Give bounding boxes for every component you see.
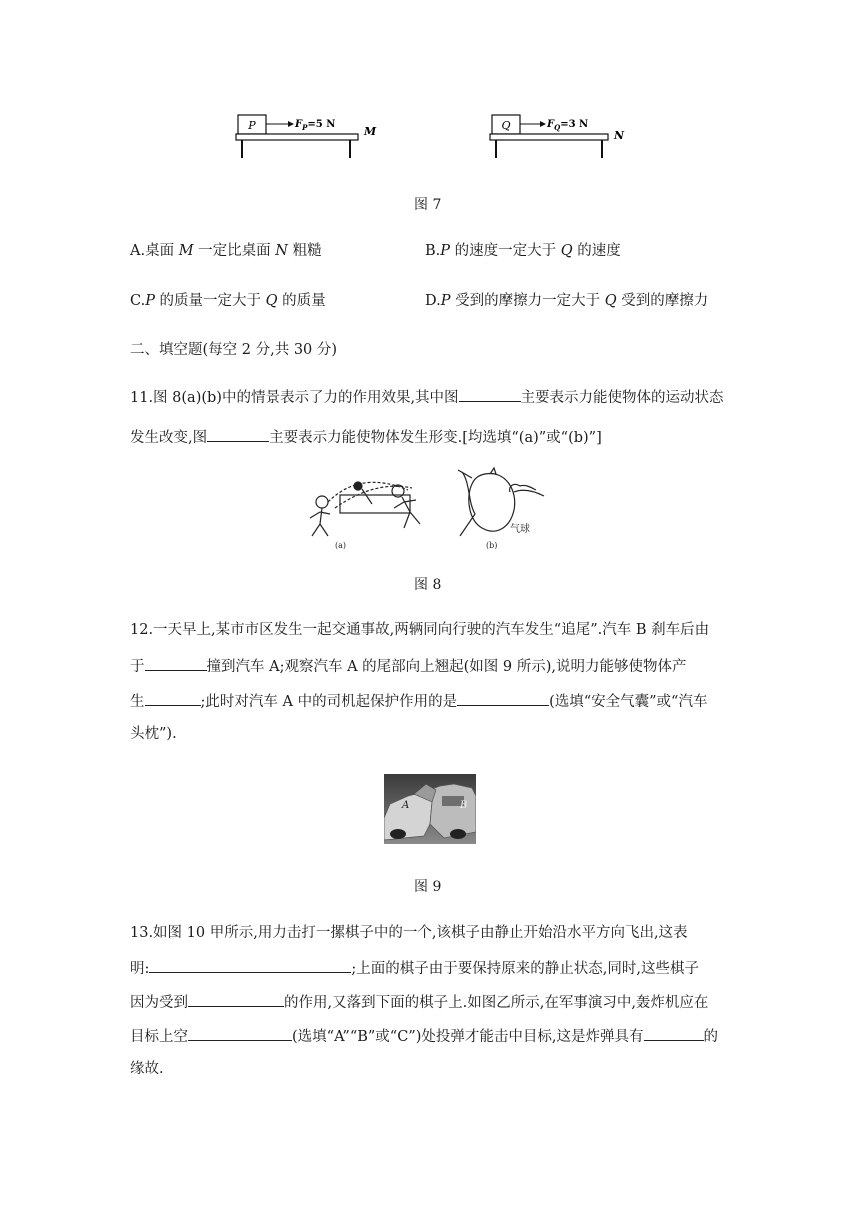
force-p-label: $F_P=5$ N <box>295 119 336 132</box>
figure-8a-kick <box>310 482 420 536</box>
figure-8a-label: (a) <box>335 541 347 550</box>
question-13-line-4: 目标上空 (选填“A”“B”或“C”)处投弹才能击中目标,这是炸弹具有 的 <box>130 1024 718 1048</box>
question-12-line-1: 12.一天早上,某市市区发生一起交通事故,两辆同向行驶的汽车发生“追尾”.汽车 B 刹车后由 <box>130 622 710 638</box>
table-n-label: N <box>614 129 625 142</box>
figure-7-diagram <box>230 108 630 164</box>
question-13-line-3: 因为受到 的作用,又落到下面的棋子上.如图乙所示,在军事演习中,轰炸机应在 <box>130 990 708 1014</box>
option-a: A.桌面 M 一定比桌面 N 粗糙 <box>130 243 322 259</box>
car-b-label: B <box>460 800 468 811</box>
table-m-diagram <box>236 115 377 158</box>
figure-8b-balloon <box>458 468 544 536</box>
q12-blank-2[interactable] <box>145 689 201 706</box>
figure-8-illustration <box>300 462 560 554</box>
block-q-label: Q <box>501 119 511 132</box>
q13-blank-1[interactable] <box>149 956 351 973</box>
question-13-line-2: 明: ;上面的棋子由于要保持原来的静止状态,同时,这些棋子 <box>130 956 699 980</box>
figure-9-caption: 图 9 <box>414 879 442 895</box>
figure-8-caption: 图 8 <box>414 577 442 593</box>
car-a-label: A <box>402 800 410 811</box>
option-d: D.P 受到的摩擦力一定大于 Q 受到的摩擦力 <box>425 293 709 309</box>
q13-blank-4[interactable] <box>644 1024 704 1041</box>
q12-blank-1[interactable] <box>145 654 207 671</box>
question-13-line-5: 缘故. <box>130 1061 164 1077</box>
section-2-heading: 二、填空题(每空 2 分,共 30 分) <box>130 342 338 358</box>
question-11-line-2: 发生改变,图 主要表示力能使物体发生形变.[均选填“(a)”或“(b)”] <box>130 425 602 449</box>
q12-blank-3[interactable] <box>457 689 549 706</box>
figure-7-caption: 图 7 <box>414 197 442 213</box>
question-12-line-3: 生 ;此时对汽车 A 中的司机起保护作用的是 (选填“安全气囊”或“汽车 <box>130 689 707 713</box>
option-b: B.P 的速度一定大于 Q 的速度 <box>425 243 621 259</box>
balloon-label: 气球 <box>510 524 530 535</box>
question-11-line-1: 11.图 8(a)(b)中的情景表示了力的作用效果,其中图 主要表示力能使物体的运动状态 <box>130 385 724 409</box>
q11-blank-2[interactable] <box>207 425 269 442</box>
force-q-label: $F_Q=3$ N <box>547 119 589 132</box>
figure-8b-label: (b) <box>486 541 498 550</box>
figure-9-photo <box>384 774 476 844</box>
q13-blank-3[interactable] <box>188 1024 292 1041</box>
table-m-label: M <box>364 125 377 138</box>
q13-blank-2[interactable] <box>188 990 284 1007</box>
q11-blank-1[interactable] <box>459 385 521 402</box>
block-p-label: P <box>248 119 256 132</box>
question-12-line-4: 头枕”). <box>130 726 177 742</box>
question-13-line-1: 13.如图 10 甲所示,用力击打一摞棋子中的一个,该棋子由静止开始沿水平方向飞出,这表 <box>130 925 688 941</box>
option-c: C.P 的质量一定大于 Q 的质量 <box>130 293 326 309</box>
table-n-diagram <box>490 115 625 158</box>
question-12-line-2: 于 撞到汽车 A;观察汽车 A 的尾部向上翘起(如图 9 所示),说明力能够使物体产 <box>130 654 687 678</box>
